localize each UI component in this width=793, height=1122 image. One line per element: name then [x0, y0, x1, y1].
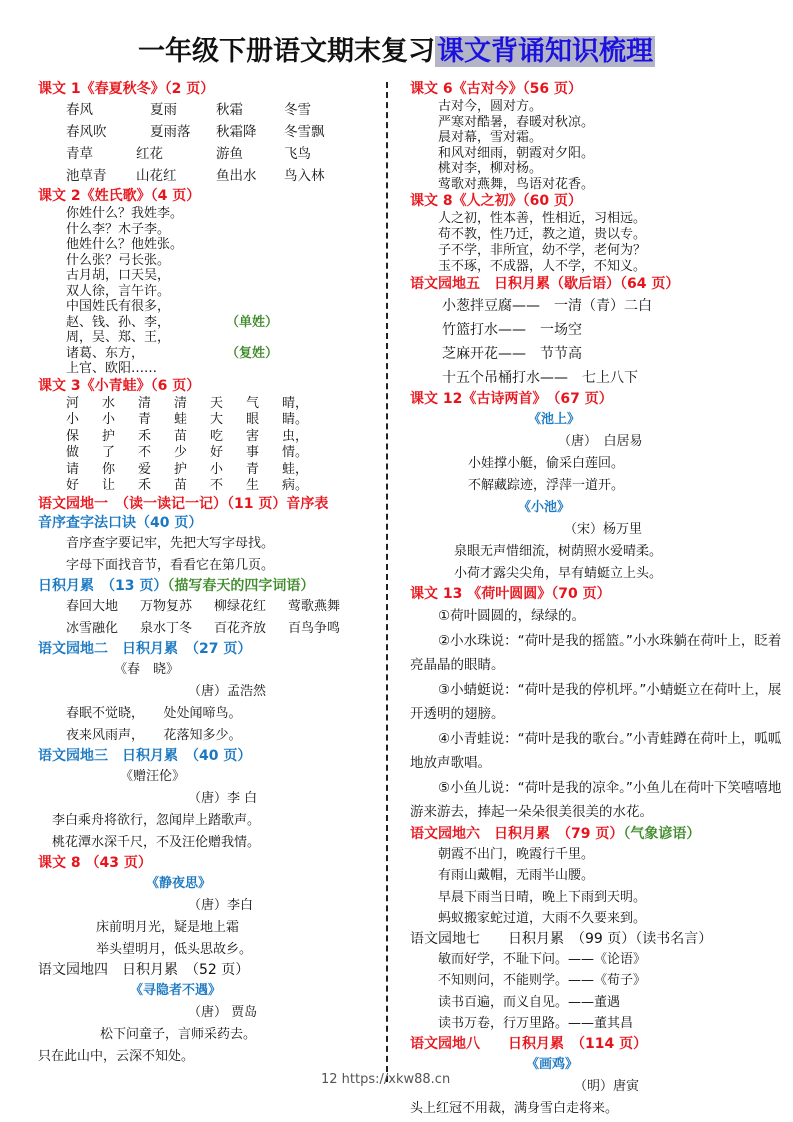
- section-heading: 课文 1《春夏秋冬》（2 页）: [38, 81, 215, 97]
- line: 古月胡，口天吴，: [66, 268, 171, 283]
- line: 音序查字要记牢，先把大写字母找。: [66, 535, 275, 551]
- section-heading: 课文 13 《荷叶圆圆》（70 页）: [410, 586, 611, 602]
- word: 夏雨: [150, 102, 177, 118]
- char-grid: 河 水 清 清 天 气 晴， 小 小 青 蛙 大 眼 睛。 保 护 禾 苗 吃 害 虫， 做 了 不 少 好 事 情。 请 你 爱 护 小 青 蛙， 好 让 禾 苗 不 生 病。: [66, 395, 309, 493]
- line: 上官、欧阳……: [66, 361, 158, 376]
- line: 泉眼无声惜细流，树荫照水爱晴柔。: [454, 544, 663, 559]
- classic-lines: [410, 211, 785, 275]
- poem: [38, 980, 378, 1068]
- section-heading: 语文园地一 （读一读记一记）（11 页）音序表: [38, 495, 329, 512]
- line: 子不学，非所宜，幼不学，老何为？: [438, 243, 647, 258]
- word: 池草青: [66, 168, 107, 184]
- poem: [410, 1054, 785, 1120]
- section-heading: 课文 8 （43 页）: [38, 854, 152, 871]
- section-heading: 语文园地四 日积月累 （52 页）: [38, 961, 250, 978]
- word: 秋霜: [216, 102, 243, 118]
- line: 什么张？弓长张。: [66, 252, 171, 268]
- poem-title: 《赠汪伦》: [120, 768, 186, 784]
- poem-title: 《静夜思》: [146, 875, 212, 891]
- title-main: 一年级下册语文期末复习: [138, 36, 435, 67]
- line: 小娃撑小艇，偷采白莲回。: [468, 456, 625, 471]
- word: 冬雪: [284, 102, 311, 118]
- word: 青草: [66, 146, 93, 162]
- line: 中国姓氏有很多，: [66, 299, 171, 314]
- right-column: [410, 80, 785, 1120]
- heading-note: （气象谚语）: [623, 825, 701, 842]
- poem-title: 《画鸡》: [526, 1056, 579, 1072]
- line: 早晨下雨当日晴，晚上下雨到天明。: [438, 889, 647, 905]
- line: 人之初，性本善，性相近，习相远。: [438, 211, 647, 226]
- line: 举头望明月，低头思故乡。: [96, 941, 253, 957]
- section-heading: 日积月累 （13 页）（描写春天的四字词语）: [38, 577, 315, 594]
- word: 鱼出水: [216, 168, 257, 184]
- section-heading: 语文园地二 日积月累 （27 页）: [38, 640, 252, 657]
- line: 古对今，圆对方。: [438, 99, 543, 114]
- section-heading: 课文 6《古对今》（56 页）: [410, 81, 582, 97]
- rhyme-lines: [38, 533, 378, 577]
- word-grid: [38, 99, 378, 187]
- line: 你姓什么？我姓李。: [66, 206, 184, 221]
- line: 李白乘舟将欲行，忽闻岸上踏歌声。: [52, 812, 261, 828]
- line: 读书万卷，行万里路。——董其昌: [438, 1016, 634, 1031]
- poem-lines: [38, 206, 378, 377]
- section-heading: 课文 12《古诗两首》 （67 页）: [410, 391, 613, 407]
- word: 春风吹: [66, 124, 107, 140]
- poem-title: 《寻隐者不遇》: [130, 982, 222, 998]
- poem-title: 《春 晓》: [114, 661, 180, 677]
- proverb-lines: [410, 844, 785, 930]
- line: 玉不琢，不成器，人不学，不知义。: [438, 259, 647, 274]
- line: 松下问童子，言师采药去。: [100, 1026, 257, 1042]
- poem-author: （唐） 白居易: [558, 434, 643, 449]
- section-heading: 课文 3《小青蛙》（6 页）: [38, 377, 201, 394]
- single-surname-note: （单姓）: [226, 314, 279, 330]
- line: 小葱拌豆腐—— 一清（青）二白: [442, 298, 652, 314]
- line: 十五个吊桶打水—— 七上八下: [442, 370, 638, 386]
- line: 字母下面找音节，看看它在第几页。: [66, 557, 275, 573]
- poem-author: （明）唐寅: [574, 1078, 640, 1094]
- line: 莺歌对燕舞，鸟语对花香。: [438, 176, 595, 192]
- section-heading: 语文园地八 日积月累 （114 页）: [410, 1035, 648, 1052]
- title-highlight: 课文背诵知识梳理: [437, 36, 653, 67]
- compound-surname-note: （复姓）: [226, 345, 279, 361]
- poem: [38, 873, 378, 961]
- section-heading: 语文园地三 日积月累 （40 页）: [38, 747, 252, 764]
- word: 秋霜降: [216, 124, 257, 140]
- line: 赵、钱、孙、李， （单姓）: [66, 314, 279, 330]
- page-footer: 12 https://xkw88.cn: [321, 1072, 451, 1087]
- line: 周，吴、郑、王，: [66, 330, 171, 345]
- section-heading: 语文园地七 日积月累 （99 页）（读书名言）: [410, 930, 713, 947]
- heading-note: （描写春天的四字词语）: [167, 577, 315, 594]
- poem-title: 《小池》: [518, 500, 571, 515]
- line: 竹篮打水—— 一场空: [442, 322, 582, 338]
- line: 只在此山中，云深不知处。: [38, 1048, 195, 1064]
- poem-title: 《池上》: [528, 412, 581, 427]
- line: 敏而好学，不耻下问。——《论语》: [438, 951, 647, 967]
- poem-author: （唐）李白: [188, 897, 254, 913]
- poem: [38, 659, 378, 747]
- line: 晨对幕，雪对霜。: [438, 130, 543, 145]
- poem-author: （宋）杨万里: [564, 522, 643, 537]
- quote-lines: [410, 949, 785, 1035]
- line: 头上红冠不用裁，满身雪白走将来。: [410, 1100, 619, 1116]
- couplet-lines: [410, 99, 785, 192]
- line: 读书百遍，而义自见。——董遇: [438, 994, 621, 1010]
- line: 春眠不觉晓， 处处闻啼鸟。: [66, 705, 242, 721]
- line: 夜来风雨声， 花落知多少。: [66, 727, 242, 743]
- section-heading: 语文园地五 日积月累（歇后语）（64 页）: [410, 276, 680, 292]
- line: 苟不教，性乃迁，教之道，贵以专。: [438, 227, 647, 242]
- line: 双人徐，言午许。: [66, 283, 171, 299]
- xiehouyu-lines: [410, 294, 785, 390]
- word: 鸟入林: [284, 168, 325, 184]
- page-title: [0, 34, 793, 70]
- column-divider: [386, 82, 388, 1082]
- line: 蚂蚁搬家蛇过道，大雨不久要来到。: [438, 911, 647, 926]
- word: 山花红: [136, 168, 177, 184]
- poem-author: （唐） 贾岛: [188, 1004, 258, 1020]
- line: 不知则问，不能则学。——《荀子》: [438, 973, 647, 988]
- line: 不解藏踪迹，浮萍一道开。: [468, 478, 625, 493]
- line: 桃对李，柳对杨。: [438, 161, 543, 176]
- word: 游鱼: [216, 146, 243, 162]
- left-column: [38, 80, 378, 1068]
- paragraph: ②小水珠说：“荷叶是我的摇篮。”小水珠躺在荷叶上，眨着亮晶晶的眼睛。: [410, 632, 782, 673]
- paragraph: ④小青蛙说：“荷叶是我的歌台。”小青蛙蹲在荷叶上，呱呱地放声歌唱。: [410, 730, 782, 771]
- word: 夏雨落: [150, 124, 191, 140]
- line: 小荷才露尖尖角，早有蜻蜓立上头。: [454, 566, 663, 581]
- word: 春风: [66, 102, 93, 118]
- section-heading: 课文 8《人之初》（60 页）: [410, 193, 582, 209]
- section-heading: 语文园地六 日积月累 （79 页）（气象谚语）: [410, 825, 701, 842]
- line: 他姓什么？他姓张。: [66, 237, 184, 252]
- section-heading: 音序查字法口诀（40 页）: [38, 514, 203, 531]
- poem: [410, 409, 785, 585]
- line: 床前明月光，疑是地上霜: [96, 919, 240, 935]
- paragraph: ①荷叶圆圆的，绿绿的。: [438, 608, 586, 624]
- phrase-grid: 春回大地 万物复苏 柳绿花红 莺歌燕舞 冰雪融化 泉水丁冬 百花齐放 百鸟争鸣: [66, 598, 341, 636]
- line: 朝霞不出门，晚霞行千里。: [438, 846, 595, 862]
- paragraph: ③小蜻蜓说：“荷叶是我的停机坪。”小蜻蜓立在荷叶上，展开透明的翅膀。: [410, 681, 782, 722]
- line: 和风对细雨，朝霞对夕阳。: [438, 145, 595, 161]
- word: 冬雪飘: [284, 124, 325, 140]
- section-heading: 课文 2《姓氏歌》（4 页）: [38, 188, 201, 204]
- poem-author: （唐）孟浩然: [188, 683, 267, 699]
- line: 有雨山戴帽，无雨半山腰。: [438, 868, 595, 883]
- lotus-text: [410, 604, 785, 825]
- line: 严寒对酷暑，春暖对秋凉。: [438, 114, 595, 130]
- poem-author: （唐）李 白: [188, 790, 258, 806]
- word: 红花: [136, 146, 163, 162]
- line: 芝麻开花—— 节节高: [442, 346, 582, 362]
- line: 桃花潭水深千尺，不及汪伦赠我情。: [52, 834, 261, 850]
- word: 飞鸟: [284, 146, 311, 162]
- line: 诸葛、东方， （复姓）: [66, 345, 279, 361]
- line: 什么李？木子李。: [66, 221, 171, 237]
- poem: [38, 766, 378, 854]
- paragraph: ⑤小鱼儿说：“荷叶是我的凉伞。”小鱼儿在荷叶下笑嘻嘻地游来游去，捧起一朵朵很美很美的水花。: [410, 779, 782, 820]
